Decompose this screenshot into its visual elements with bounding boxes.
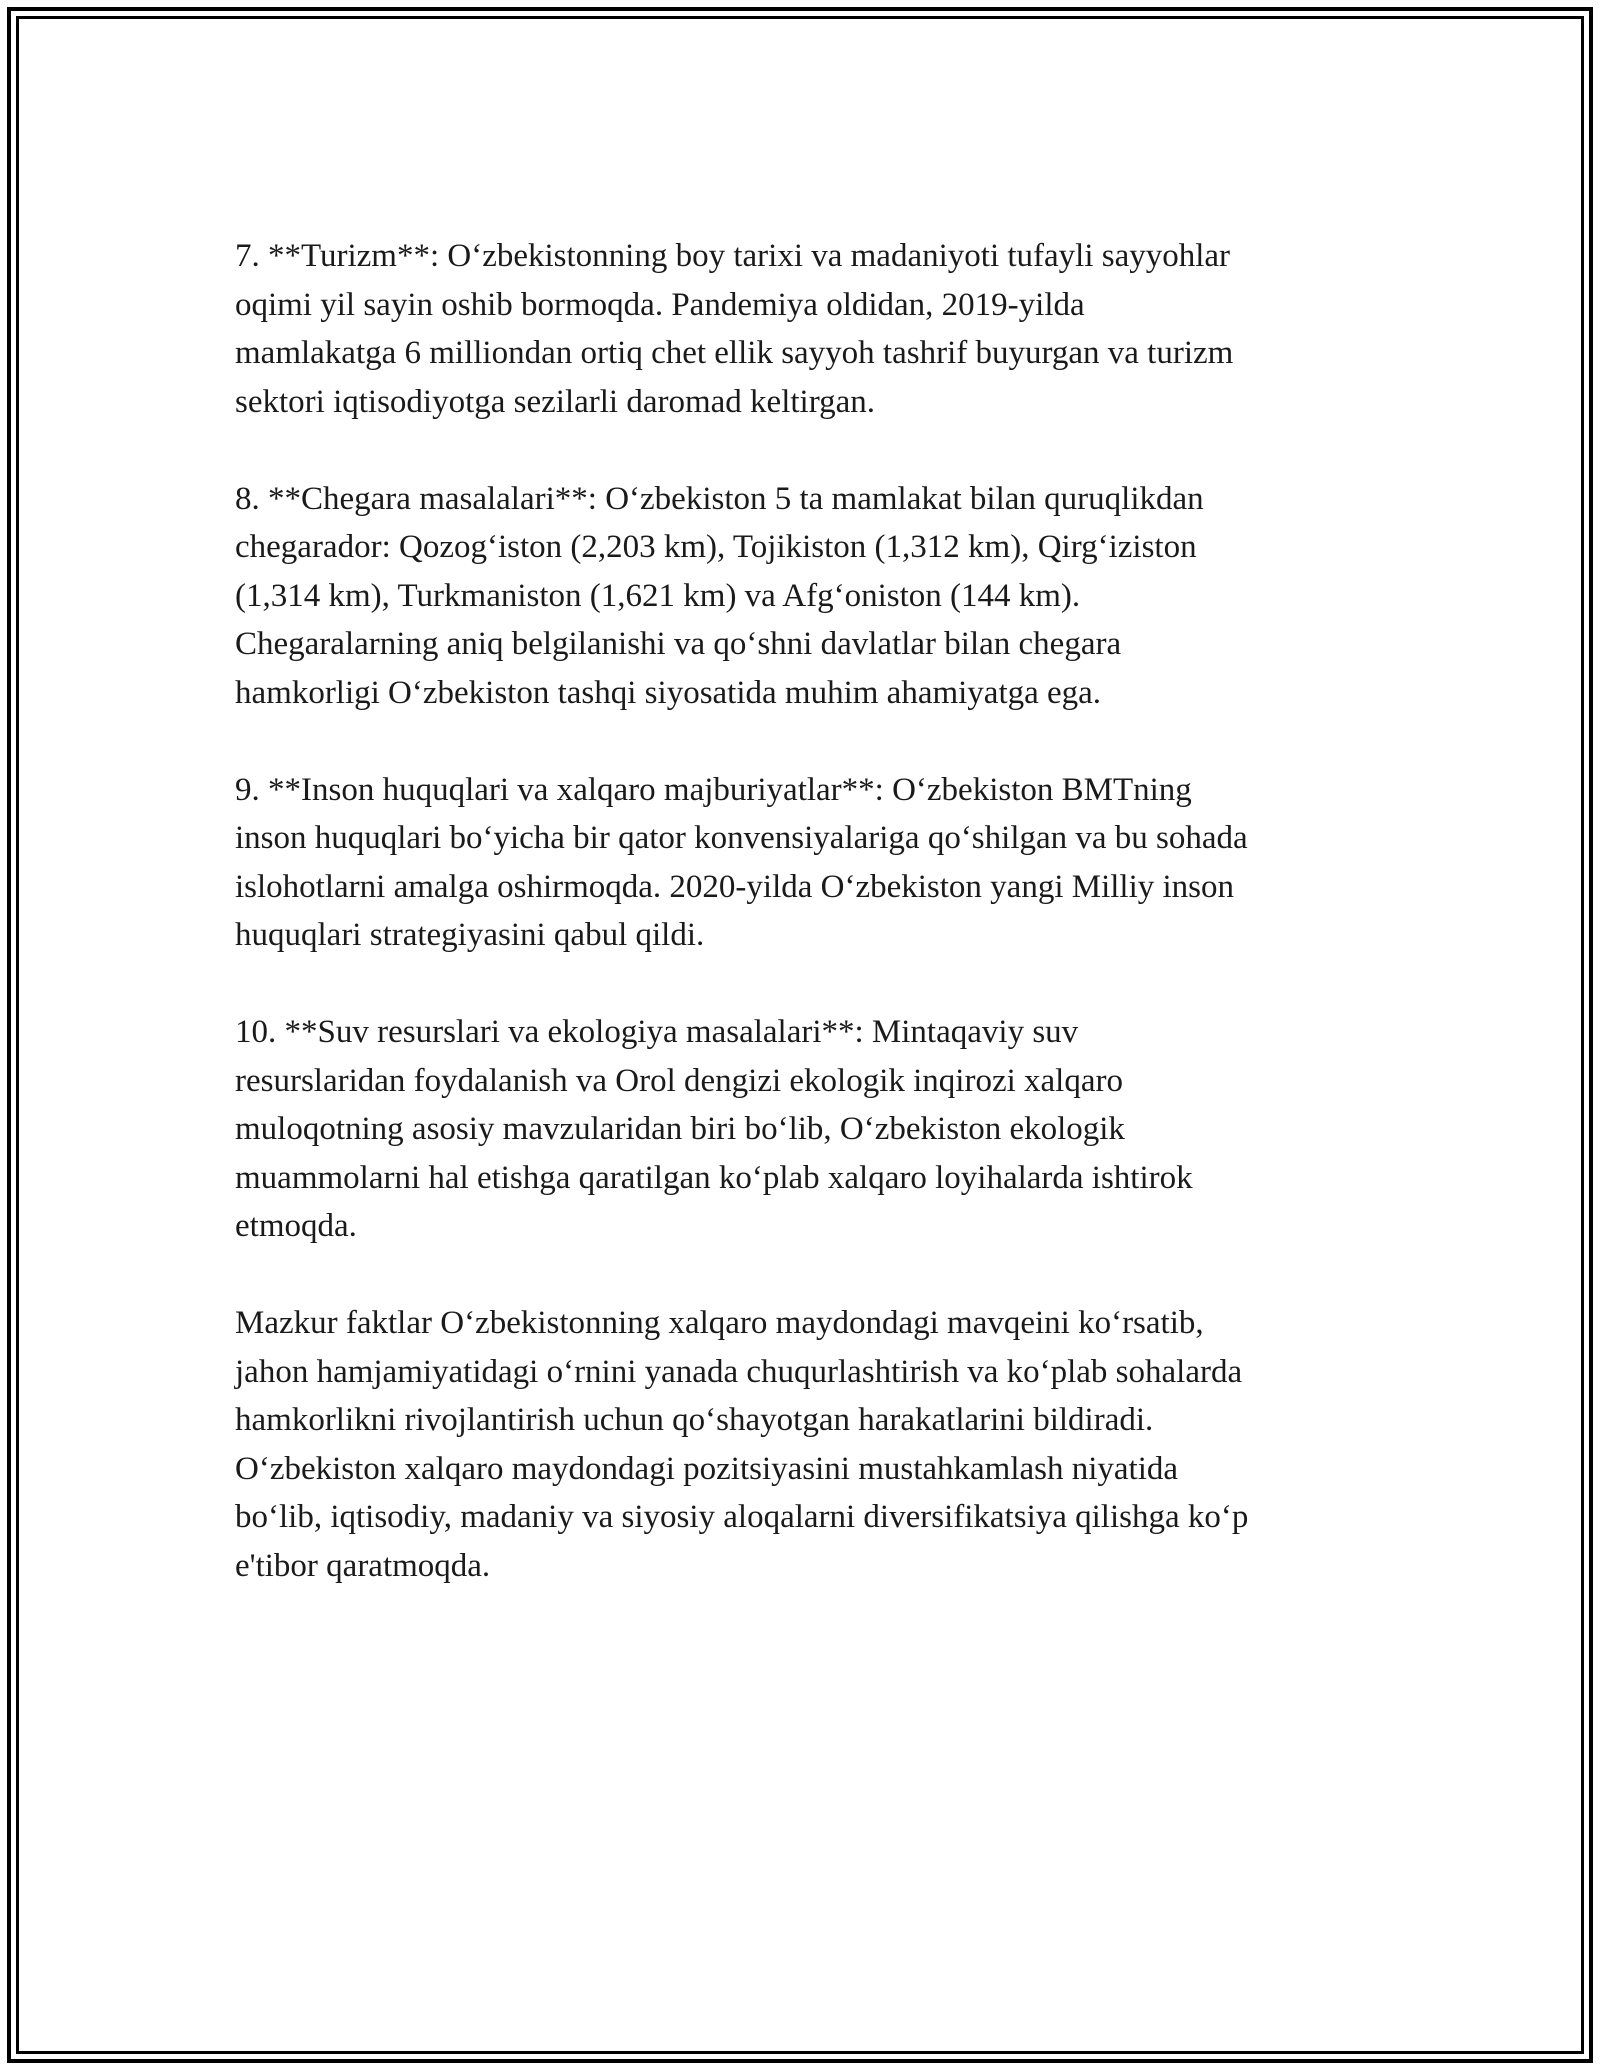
text-line: 7. **Turizm**: O‘zbekistonning boy tarixi va madaniyoti tufayli sayyohlar [235,238,1231,274]
text-line: etmoqda. [235,1208,357,1244]
paragraph-xulosa [235,1299,1375,1590]
text-line: muammolarni hal etishga qaratilgan ko‘plab xalqaro loyihalarda ishtirok [235,1159,1193,1196]
text-line: Mazkur faktlar O‘zbekistonning xalqaro maydondagi mavqeini ko‘rsatib, [235,1305,1204,1341]
text-line: inson huquqlari bo‘yicha bir qator konvensiyalariga qo‘shilgan va bu sohada [235,820,1248,856]
paragraph-suv-resurslari [235,1008,1375,1251]
text-line: (1,314 km), Turkmaniston (1,621 km) va Afg‘oniston (144 km). [235,577,1081,614]
text-line: 10. **Suv resurslari va ekologiya masalalari**: Mintaqaviy suv [235,1014,1079,1050]
paragraph-turizm [235,232,1375,426]
paragraph-inson-huquqlari [235,766,1375,960]
text-line: oqimi yil sayin oshib bormoqda. Pandemiya oldidan, 2019-yilda [235,286,1085,323]
paragraph-chegara [235,475,1375,718]
text-line: muloqotning asosiy mavzularidan biri bo‘lib, O‘zbekiston ekologik [235,1111,1125,1147]
text-line: mamlakatga 6 milliondan ortiq chet ellik sayyoh tashrif buyurgan va turizm [235,335,1234,371]
text-line: resurslaridan foydalanish va Orol dengizi ekologik inqirozi xalqaro [235,1062,1123,1099]
text-line: Chegaralarning aniq belgilanishi va qo‘shni davlatlar bilan chegara [235,626,1122,662]
text-line: hamkorlikni rivojlantirish uchun qo‘shayotgan harakatlarini bildiradi. [235,1402,1154,1438]
text-line: sektori iqtisodiyotga sezilarli daromad keltirgan. [235,383,875,420]
text-line: bo‘lib, iqtisodiy, madaniy va siyosiy aloqalarni diversifikatsiya qilishga ko‘p [235,1499,1249,1535]
text-line: O‘zbekiston xalqaro maydondagi pozitsiyasini mustahkamlash niyatida [235,1450,1179,1487]
text-line: e'tibor qaratmoqda. [235,1547,491,1584]
text-line: chegarador: Qozog‘iston (2,203 km), Tojikiston (1,312 km), Qirg‘iziston [235,529,1197,565]
text-line: huquqlari strategiyasini qabul qildi. [235,917,705,953]
document-body [235,232,1375,1639]
text-line: islohotlarni amalga oshirmoqda. 2020-yilda O‘zbekiston yangi Milliy inson [235,868,1235,905]
text-line: jahon hamjamiyatidagi o‘rnini yanada chuqurlashtirish va ko‘plab sohalarda [235,1353,1243,1390]
text-line: hamkorligi O‘zbekiston tashqi siyosatida muhim ahamiyatga ega. [235,674,1102,711]
text-line: 9. **Inson huquqlari va xalqaro majburiyatlar**: O‘zbekiston BMTning [235,771,1192,808]
text-line: 8. **Chegara masalalari**: O‘zbekiston 5 ta mamlakat bilan quruqlikdan [235,480,1204,517]
